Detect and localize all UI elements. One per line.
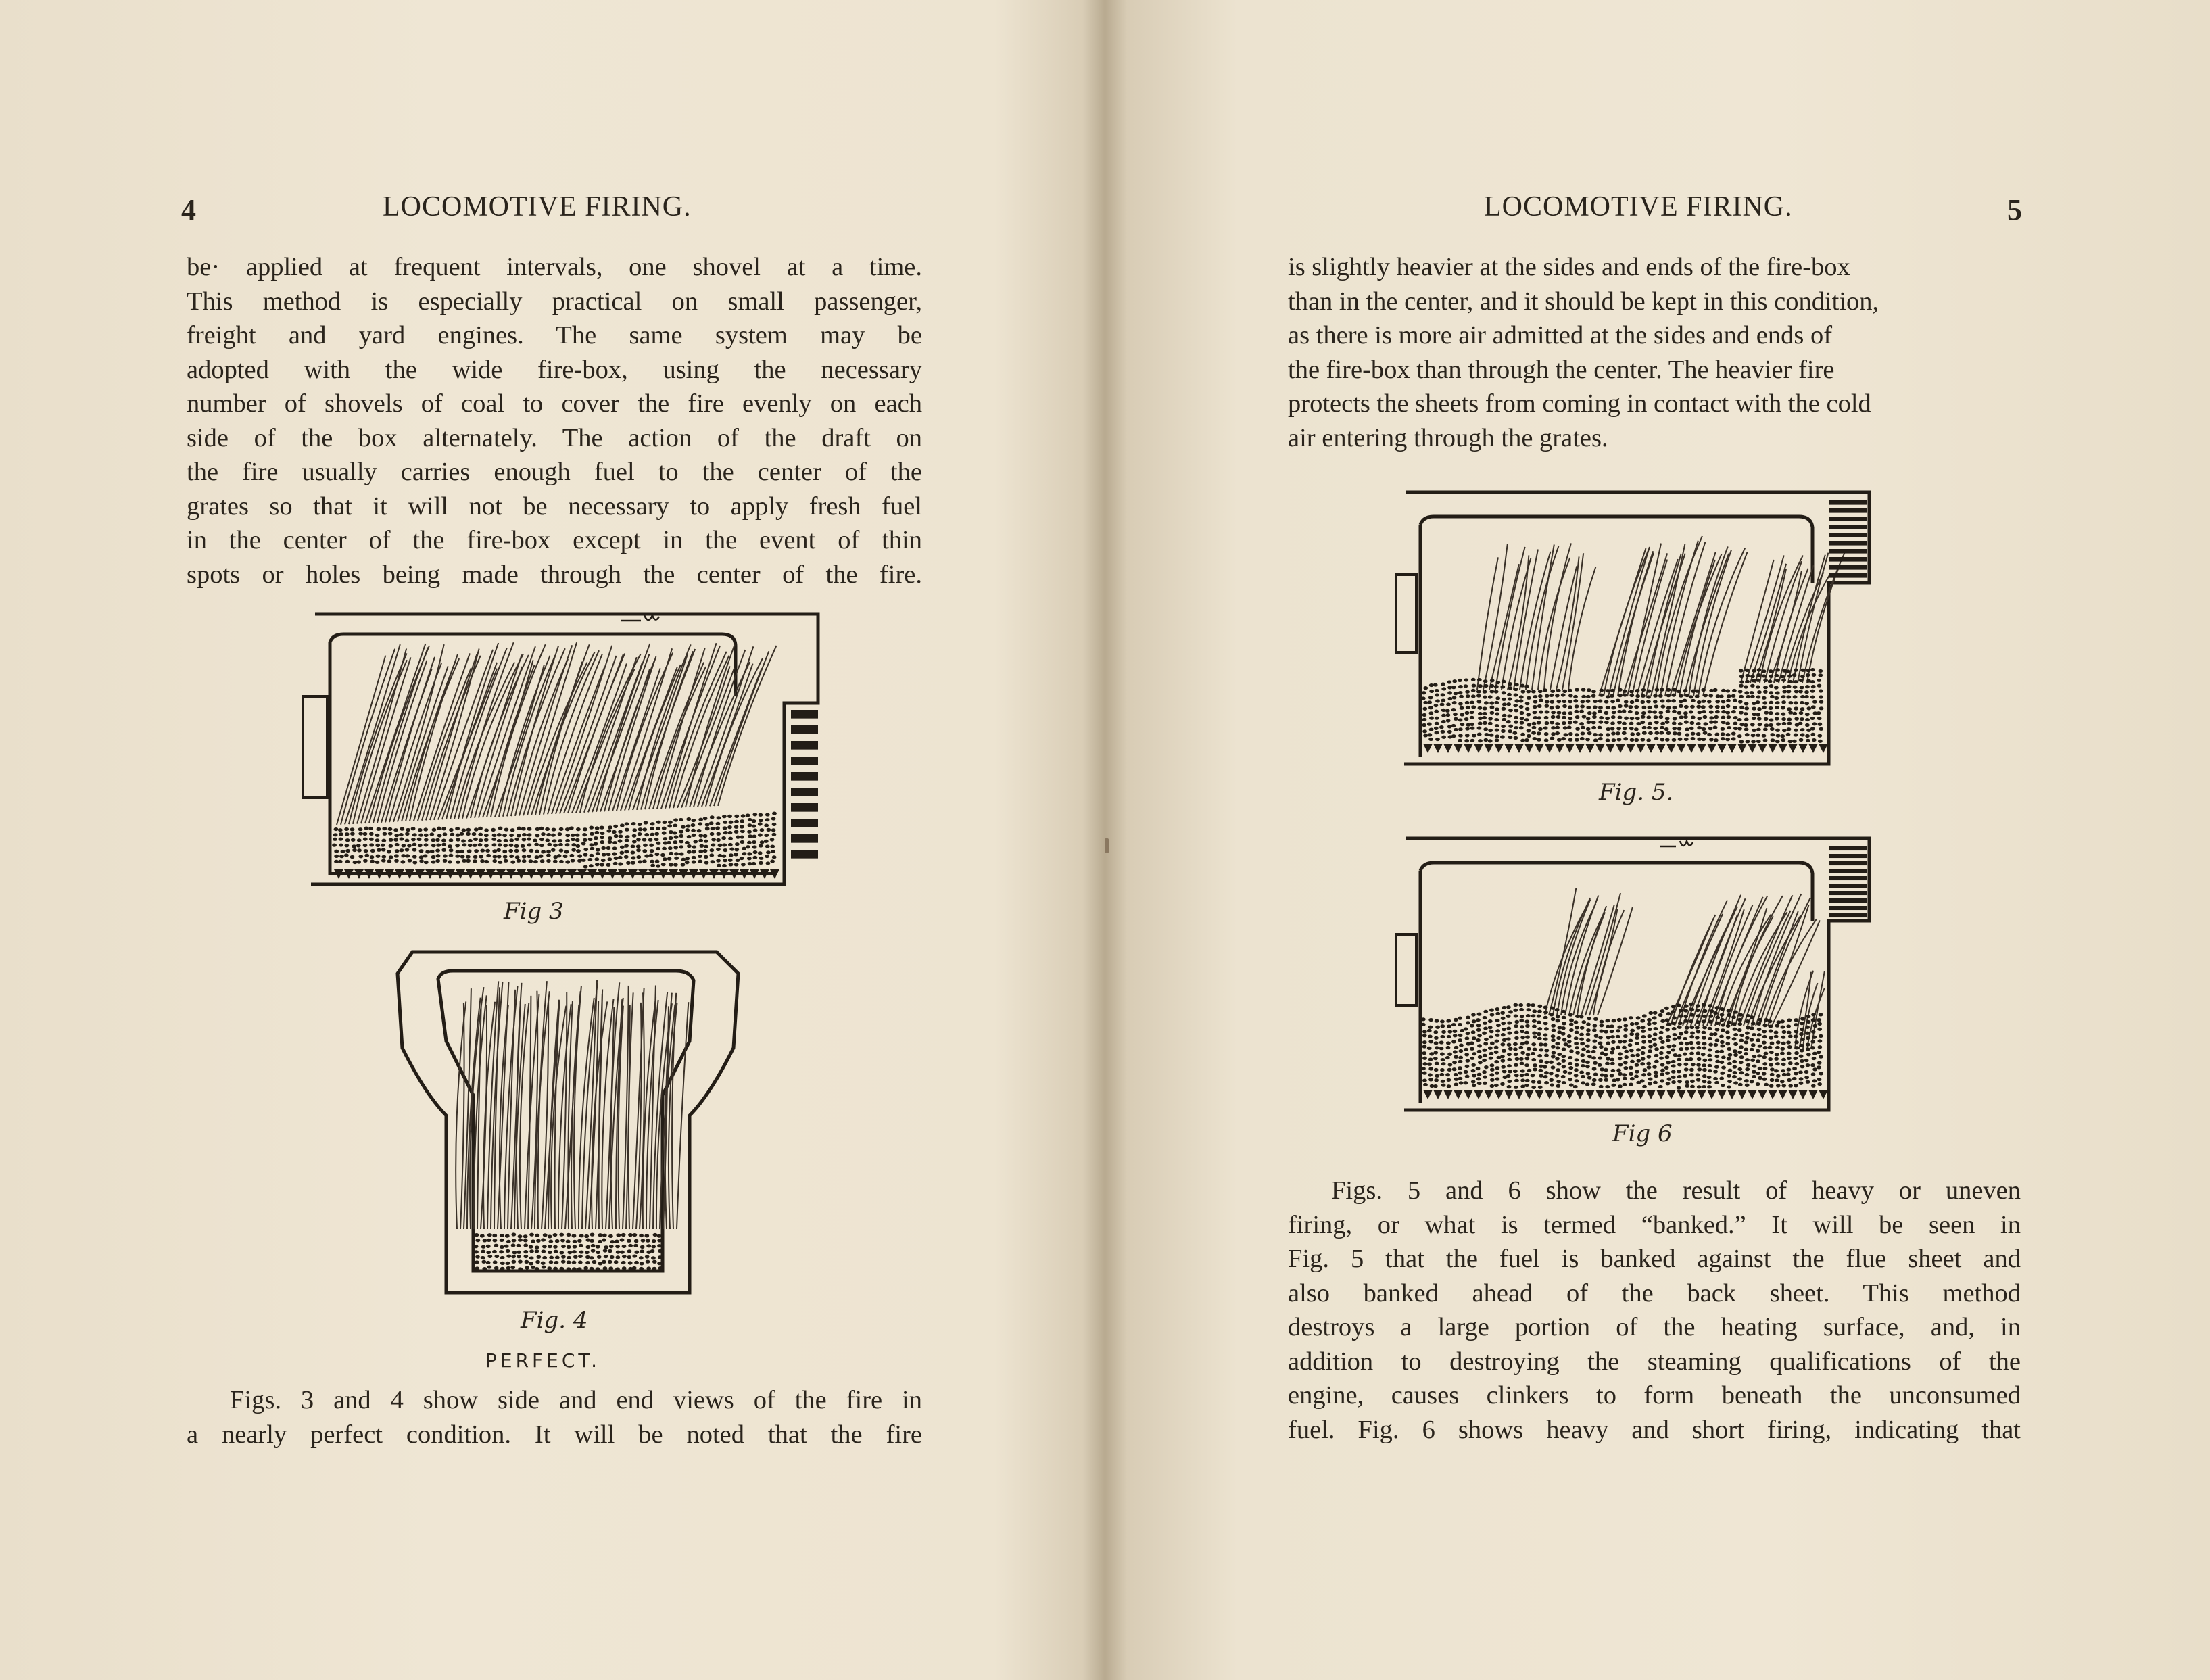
text-line: the fire-box than through the center. The heavier fire — [1288, 355, 1835, 384]
text-line: spots or holes being made through the center of the fire. — [187, 560, 922, 589]
text-line: firing, or what is termed “banked.” It will be seen in — [1288, 1210, 2021, 1239]
text-line: grates so that it will not be necessary to apply fresh fuel — [187, 491, 922, 521]
text-line: a nearly perfect condition. It will be noted that the fire — [187, 1420, 922, 1449]
body-text-paragraph — [187, 1383, 922, 1451]
text-line: Figs. 5 and 6 show the result of heavy or uneven — [1331, 1176, 2021, 1205]
running-head: LOCOMOTIVE FIRING. — [1484, 191, 1793, 222]
text-line: side of the box alternately. The action of the draft on — [187, 423, 922, 452]
text-line: Fig. 5 that the fuel is banked against the flue sheet and — [1288, 1245, 2021, 1273]
artist-signature — [1660, 841, 1693, 846]
figure-5-caption: Fig. 5. — [1599, 779, 1674, 806]
text-line: This method is especially practical on small passenger, — [187, 287, 922, 316]
figure-6-firebox-heavy-short — [1396, 833, 1883, 1117]
text-line: in the center of the fire-box except in the event of thin — [187, 526, 922, 554]
text-line: engine, causes clinkers to form beneath the unconsumed — [1288, 1381, 2021, 1410]
text-line: addition to destroying the steaming qualifications of the — [1288, 1347, 2021, 1376]
figure-4-firebox-end-view — [392, 946, 744, 1298]
figure-3-firebox-side-view — [303, 608, 837, 906]
text-line: be· applied at frequent intervals, one shovel at a time. — [187, 253, 922, 281]
text-line: than in the center, and it should be kept in this condition, — [1288, 287, 1879, 316]
text-line: destroys a large portion of the heating surface, and, in — [1288, 1313, 2021, 1341]
running-head: LOCOMOTIVE FIRING. — [383, 191, 692, 222]
body-text-paragraph — [1288, 250, 2021, 455]
text-line: air entering through the grates. — [1288, 423, 1608, 452]
text-line: number of shovels of coal to cover the fire evenly on each — [187, 389, 922, 418]
figure-4-subcaption: PERFECT. — [485, 1349, 601, 1372]
text-line: fuel. Fig. 6 shows heavy and short firing, indicating that — [1288, 1415, 2021, 1444]
right-page — [1105, 0, 2210, 1680]
text-line: adopted with the wide fire-box, using the necessary — [187, 355, 922, 384]
page-number: 4 — [181, 193, 196, 226]
text-line: freight and yard engines. The same system may be — [187, 321, 922, 350]
body-text-paragraph — [1288, 1174, 2021, 1447]
page-number: 5 — [2007, 193, 2022, 226]
figure-6-caption: Fig 6 — [1612, 1120, 1673, 1147]
figure-3-caption: Fig 3 — [504, 898, 564, 925]
figure-5-firebox-banked — [1396, 487, 1883, 771]
body-text-paragraph — [187, 250, 922, 592]
artist-signature — [621, 615, 659, 621]
text-line: as there is more air admitted at the sides and ends of — [1288, 321, 1833, 350]
text-line: Figs. 3 and 4 show side and end views of the fire in — [230, 1386, 922, 1414]
text-line: is slightly heavier at the sides and ends of the fire-box — [1288, 253, 1850, 281]
figure-4-caption: Fig. 4 — [521, 1307, 588, 1334]
text-line: also banked ahead of the back sheet. This method — [1288, 1278, 2021, 1307]
text-line: the fire usually carries enough fuel to the center of the — [187, 458, 922, 486]
text-line: protects the sheets from coming in contact with the cold — [1288, 389, 1871, 418]
